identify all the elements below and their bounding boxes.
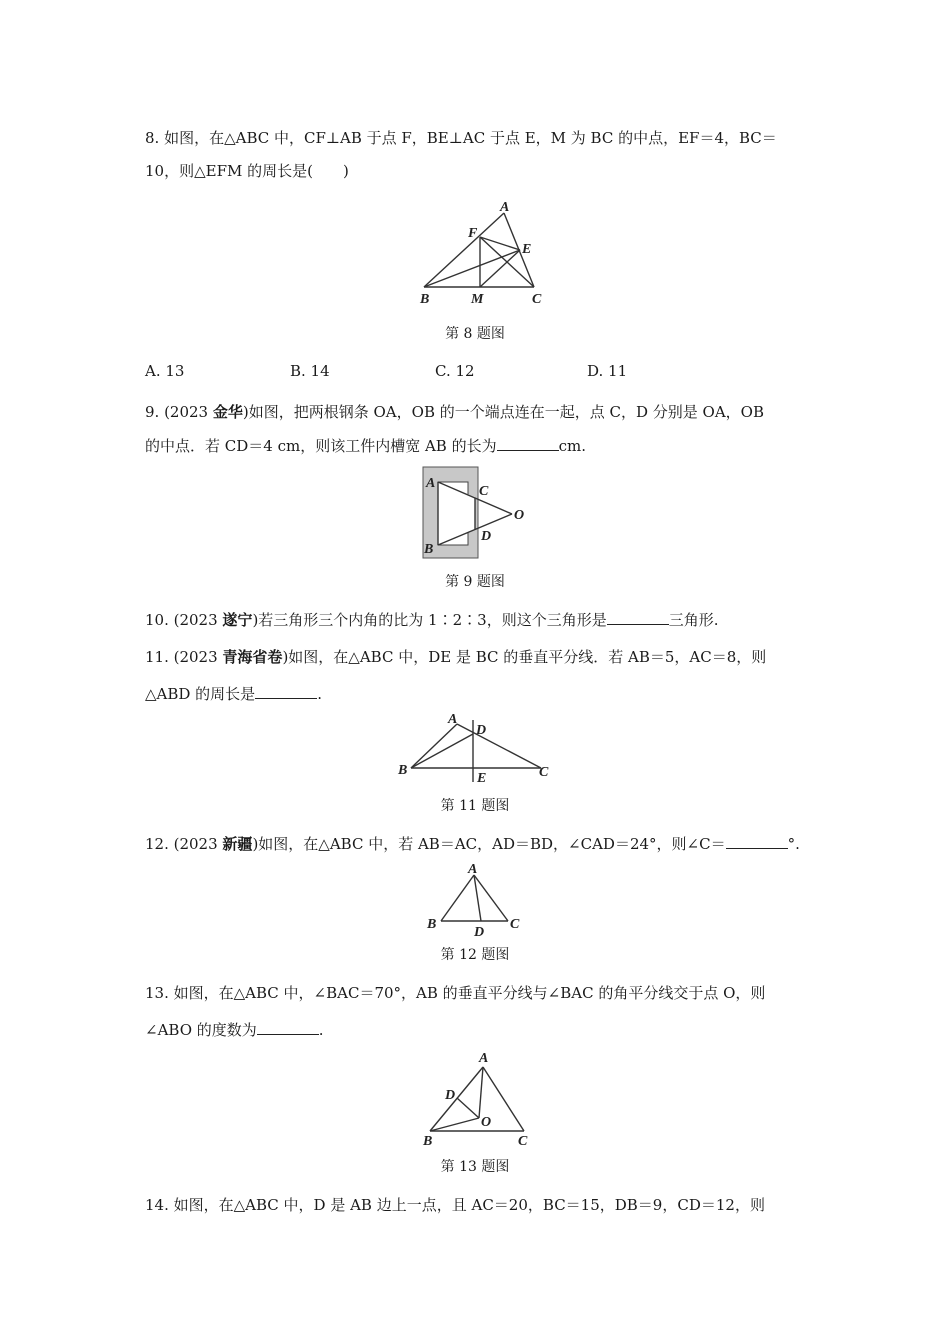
q11-label-d: D (476, 723, 487, 738)
q12-number: 12. (2023 (145, 835, 223, 853)
q8-label-a: A (500, 200, 510, 215)
q9-source: 金华 (212, 403, 243, 421)
q13-text-after-blank: . (318, 1021, 324, 1039)
q10-source: 遂宁 (222, 611, 253, 629)
q8-label-f: F (468, 226, 478, 241)
q10-text-before-blank: )若三角形三个内角的比为 1∶2∶3，则这个三角形是 (252, 611, 607, 629)
q8-label-c: C (532, 292, 542, 307)
q11-answer-blank[interactable] (255, 684, 317, 699)
q11-text-after-blank: . (317, 685, 322, 703)
q8-text-line1: 8. 如图，在△ABC 中，CF⊥AB 于点 F，BE⊥AC 于点 E，M 为 BC 的中点，EF＝4，BC＝ (145, 129, 777, 147)
q13-label-o: O (481, 1115, 492, 1130)
q13-answer-blank[interactable] (257, 1020, 319, 1035)
q8-label-m: M (471, 292, 484, 307)
q13-label-a: A (479, 1051, 489, 1066)
q12-text (145, 834, 800, 854)
q13-label-c: C (518, 1134, 528, 1149)
q12-label-b: B (427, 917, 437, 932)
q8-option-b[interactable]: B. 14 (290, 362, 330, 380)
q9-label-c: C (479, 484, 489, 499)
q12-label-a: A (468, 862, 478, 877)
q9-number: 9. (2023 (145, 403, 213, 421)
q9-figure-caption: 第 9 题图 (445, 574, 505, 590)
q9-text-after-blank: cm. (558, 437, 587, 455)
q12-label-c: C (510, 917, 520, 932)
q8-label-e: E (522, 242, 532, 257)
q10-text-after-blank: 三角形. (668, 611, 719, 629)
q11-text-line2 (145, 684, 322, 704)
q8-label-b: B (420, 292, 430, 307)
q10-answer-blank[interactable] (607, 610, 669, 625)
q12-label-d: D (474, 925, 485, 938)
q8-text-line2: 10，则△EFM 的周长是( ) (145, 162, 349, 180)
q9-answer-blank[interactable] (497, 436, 559, 451)
q11-label-a: A (448, 712, 458, 727)
q9-text-before-blank: 的中点．若 CD＝4 cm，则该工件内槽宽 AB 的长为 (145, 437, 497, 455)
q8-figure-caption: 第 8 题图 (445, 326, 505, 342)
q13-label-b: B (423, 1134, 433, 1149)
q12-answer-blank[interactable] (726, 834, 788, 849)
q9-label-o: O (514, 508, 525, 523)
q8-option-d[interactable]: D. 11 (587, 362, 628, 380)
q11-text-before-blank: △ABD 的周长是 (145, 685, 256, 703)
q9-figure (410, 462, 540, 562)
q13-text-line1: 13. 如图，在△ABC 中，∠BAC＝70°，AB 的垂直平分线与∠BAC 的角平分线交于点 O，则 (145, 984, 766, 1002)
q12-source: 新疆 (222, 835, 253, 853)
q12-figure-caption: 第 12 题图 (440, 947, 510, 963)
q8-option-a[interactable]: A. 13 (145, 362, 185, 380)
q13-label-d: D (445, 1088, 456, 1103)
q8-figure (410, 195, 560, 307)
q13-text-line2 (145, 1020, 324, 1040)
q9-text: )如图，把两根钢条 OA，OB 的一个端点连在一起，点 C，D 分别是 OA，OB (242, 403, 764, 421)
q11-label-c: C (539, 765, 549, 780)
q10-text (145, 610, 718, 630)
q11-number: 11. (2023 (145, 648, 223, 666)
q9-label-d: D (481, 529, 492, 544)
q11-figure (395, 710, 560, 785)
q11-source: 青海省卷 (222, 648, 283, 666)
q8-option-c[interactable]: C. 12 (435, 362, 475, 380)
q11-label-b: B (398, 763, 408, 778)
q9-text-line2 (145, 436, 586, 456)
q12-text-after-blank: °. (787, 835, 800, 853)
q11-label-e: E (477, 771, 487, 785)
q14-text-line1: 14. 如图，在△ABC 中，D 是 AB 边上一点，且 AC＝20，BC＝15，DB＝9，CD＝12，则 (145, 1196, 765, 1214)
q11-text-line1 (145, 647, 766, 667)
q11-figure-caption: 第 11 题图 (440, 798, 510, 814)
q12-figure (410, 858, 540, 938)
q10-number: 10. (2023 (145, 611, 223, 629)
q13-text-before-blank: ∠ABO 的度数为 (145, 1021, 257, 1039)
q9-label-a: A (426, 476, 436, 491)
q9-label-b: B (424, 542, 434, 557)
q13-figure (410, 1045, 540, 1150)
q13-figure-caption: 第 13 题图 (440, 1159, 510, 1175)
q9-text-line1 (145, 402, 764, 422)
q12-text-before-blank: )如图，在△ABC 中，若 AB＝AC，AD＝BD，∠CAD＝24°，则∠C＝ (252, 835, 726, 853)
q11-text: )如图，在△ABC 中，DE 是 BC 的垂直平分线．若 AB＝5，AC＝8，则 (282, 648, 767, 666)
